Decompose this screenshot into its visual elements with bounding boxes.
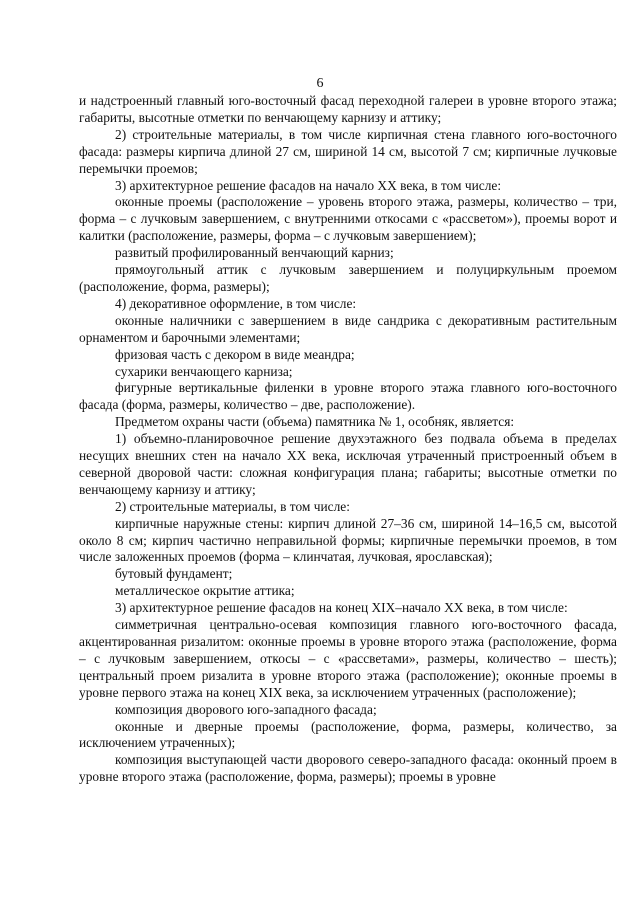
paragraph: композиция выступающей части дворового северо-западного фасада: оконный проем в уровне второго этажа (расположение, форма, размеры); проемы в уровне	[79, 752, 617, 785]
paragraph: сухарики венчающего карниза;	[115, 363, 293, 379]
paragraph: развитый профилированный венчающий карниз;	[115, 245, 394, 261]
paragraph: композиция дворового юго-западного фасада;	[115, 701, 377, 717]
paragraph: оконные проемы (расположение – уровень второго этажа, размеры, количество – три, форма – с лучковым завершением, с внутренними откосами с «рассветом»), проемы ворот и калитки (расположение, размеры, форма – с лучковым завершением);	[79, 194, 617, 244]
paragraph: фигурные вертикальные филенки в уровне второго этажа главного юго-восточного фасада (форма, размеры, количество – две, расположение).	[79, 380, 617, 413]
paragraph: 1) объемно-планировочное решение двухэтажного без подвала объема в пределах несущих внешних стен на начало XX века, исключая утраченный пристроенный объем в северной дворовой части: сложная конфигурация плана; габариты; высотные отметки по венчающему карнизу и аттику;	[79, 431, 617, 497]
paragraph: кирпичные наружные стены: кирпич длиной 27–36 см, шириной 14–16,5 см, высотой около 8 см; кирпич частично неправильной формы; кирпичные перемычки проемов, в том числе заложенных проемов (форма – клинчатая, лучковая, ярославская);	[79, 515, 617, 565]
paragraph: 3) архитектурное решение фасадов на конец XIX–начало XX века, в том числе:	[115, 600, 568, 616]
paragraph: Предметом охраны части (объема) памятника № 1, особняк, является:	[115, 414, 515, 430]
paragraph: бутовый фундамент;	[115, 566, 233, 582]
paragraph: 2) строительные материалы, в том числе:	[115, 498, 350, 514]
paragraph: 4) декоративное оформление, в том числе:	[115, 295, 357, 311]
paragraph: симметричная центрально-осевая композиция главного юго-восточного фасада, акцентированная ризалитом: оконные проемы в уровне второго этажа (расположение, форма – с лучковым завершением, откосы – с «рассветами», размеры, количество – шесть); центральный проем ризалита в уровне второго этажа (расположение); оконные проемы в уровне первого этажа на конец XIX века, за исключением утраченных (расположение);	[79, 617, 617, 700]
page-number: 6	[316, 76, 324, 91]
paragraph: металлическое окрытие аттика;	[115, 583, 295, 599]
paragraph: фризовая часть с декором в виде меандра;	[115, 346, 355, 362]
paragraph: 2) строительные материалы, в том числе кирпичная стена главного юго-восточного фасада: размеры кирпича длиной 27 см, шириной 14 см, высотой 7 см; кирпичные лучковые перемычки проемов;	[79, 126, 617, 176]
document-body	[79, 93, 617, 786]
paragraph: оконные наличники с завершением в виде сандрика с декоративным растительным орнаментом и барочными элементами;	[79, 312, 617, 345]
paragraph: прямоугольный аттик с лучковым завершением и полуциркульным проемом (расположение, форма, размеры);	[79, 262, 617, 294]
paragraph: и надстроенный главный юго-восточный фасад переходной галереи в уровне второго этажа; габариты, высотные отметки по венчающему карнизу и аттику;	[79, 93, 617, 125]
paragraph: оконные и дверные проемы (расположение, форма, размеры, количество, за исключением утраченных);	[79, 718, 617, 751]
paragraph: 3) архитектурное решение фасадов на начало XX века, в том числе:	[115, 177, 502, 193]
